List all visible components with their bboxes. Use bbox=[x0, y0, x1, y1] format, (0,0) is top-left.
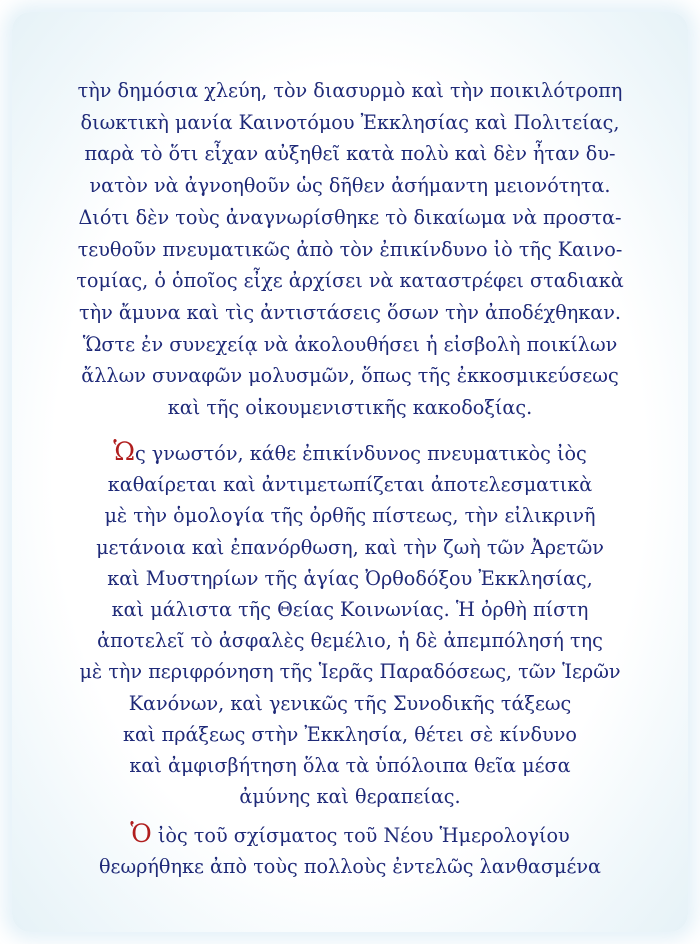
text-line: Ὥστε ἐν συνεχείᾳ νὰ ἀκολουθήσει ἡ εἰσβολὴ ποικίλων bbox=[82, 332, 618, 356]
text-line: Διότι δὲν τοὺς ἀναγνωρίσθηκε τὸ δικαίωμα νὰ προστα- bbox=[78, 205, 622, 229]
text-line: μὲ τὴν περιφρόνηση τῆς Ἱερᾶς Παραδόσεως, τῶν Ἱερῶν bbox=[79, 660, 621, 684]
first-line-text: ἰὸς τοῦ σχίσματος τοῦ Νέου Ἡμερολογίου bbox=[151, 824, 570, 847]
text-line: καὶ ἀμφισβήτηση ὅλα τὰ ὑπόλοιπα θεῖα μέσα bbox=[129, 754, 571, 778]
text-line: καὶ Μυστηρίων τῆς ἁγίας Ὀρθοδόξου Ἐκκλησίας, bbox=[107, 566, 593, 590]
book-page bbox=[12, 12, 688, 932]
text-line: παρὰ τὸ ὅτι εἶχαν αὐξηθεῖ κατὰ πολὺ καὶ δὲν ἦταν δυ- bbox=[84, 142, 616, 166]
text-line: μετάνοια καὶ ἐπανόρθωση, καὶ τὴν ζωὴ τῶν Ἀρετῶν bbox=[96, 535, 604, 559]
text-line: καὶ πράξεως στὴν Ἐκκλησία, θέτει σὲ κίνδυνο bbox=[123, 722, 577, 746]
text-line: τὴν δημόσια χλεύη, τὸν διασυρμὸ καὶ τὴν ποικιλότροπη bbox=[77, 79, 623, 102]
text-line: τευθοῦν πνευματικῶς ἀπὸ τὸν ἐπικίνδυνο ἰὸ τῆς Καινο- bbox=[77, 237, 623, 261]
text-line: τομίας, ὁ ὁποῖος εἶχε ἀρχίσει νὰ καταστρέφει σταδιακὰ bbox=[76, 269, 624, 293]
text-line: τὴν ἄμυνα καὶ τὶς ἀντιστάσεις ὅσων τὴν ἀποδέχθηκαν. bbox=[78, 300, 621, 324]
text-line: θεωρήθηκε ἀπὸ τοὺς πολλοὺς ἐντελῶς λανθασμένα bbox=[98, 855, 602, 879]
text-line: διωκτικὴ μανία Καινοτόμου Ἐκκλησίας καὶ Πολιτείας, bbox=[80, 110, 620, 134]
text-line: ἀποτελεῖ τὸ ἀσφαλὲς θεμέλιο, ἡ δὲ ἀπεμπόλησή της bbox=[97, 629, 603, 653]
text-line: μὲ τὴν ὁμολογία τῆς ὀρθῆς πίστεως, τὴν εἰλικρινῆ bbox=[104, 504, 596, 528]
paragraph-2 bbox=[66, 436, 634, 812]
text-line: καὶ τῆς οἰκουμενιστικῆς κακοδοξίας. bbox=[167, 396, 533, 420]
text-line bbox=[66, 818, 634, 851]
first-line-text: ς γνωστόν, κάθε ἐπικίνδυνος πνευματικὸς ἰὸς bbox=[134, 442, 587, 465]
text-line: καθαίρεται καὶ ἀντιμετωπίζεται ἀποτελεσματικὰ bbox=[107, 473, 593, 497]
paragraph-1 bbox=[66, 75, 634, 424]
drop-cap: Ὡ bbox=[113, 437, 135, 466]
text-line: νατὸν νὰ ἀγνοηθοῦν ὡς δῆθεν ἀσήμαντη μειονότητα. bbox=[89, 174, 611, 198]
paragraph-3 bbox=[66, 818, 634, 882]
text-line: ἄλλων συναφῶν μολυσμῶν, ὅπως τῆς ἐκκοσμικεύσεως bbox=[81, 364, 619, 388]
text-line: Κανόνων, καὶ γενικῶς τῆς Συνοδικῆς τάξεως bbox=[128, 691, 572, 715]
text-line bbox=[66, 436, 634, 469]
drop-cap: Ὁ bbox=[130, 819, 152, 848]
text-line: ἀμύνης καὶ θεραπείας. bbox=[239, 785, 461, 809]
text-line: καὶ μάλιστα τῆς Θείας Κοινωνίας. Ἡ ὀρθὴ πίστη bbox=[111, 598, 589, 622]
